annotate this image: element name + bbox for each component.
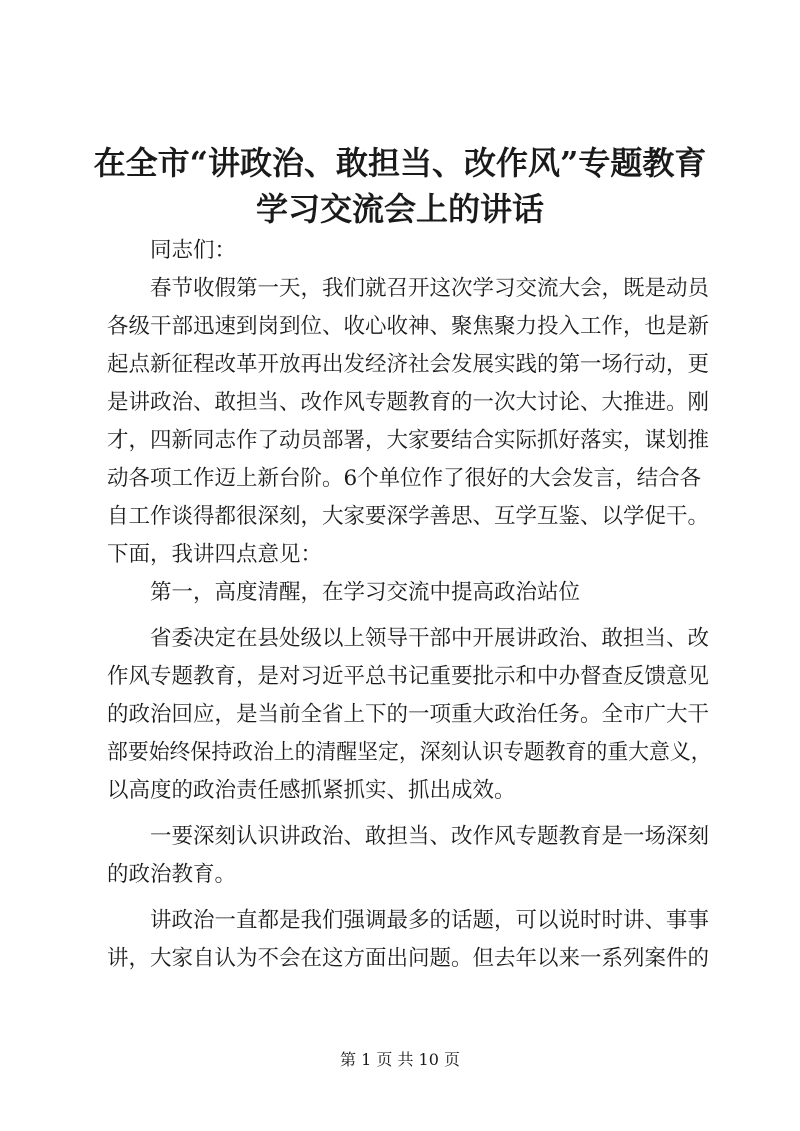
paragraph-line: 省委决定在县处级以上领导干部中开展讲政治、敢担当、改 xyxy=(150,626,710,651)
paragraph-line: 一要深刻认识讲政治、敢担当、改作风专题教育是一场深刻 xyxy=(150,824,710,849)
paragraph-line: 自工作谈得都很深刻，大家要深学善思、互学互鉴、以学促干。 xyxy=(107,504,710,529)
paragraph-line: 讲，大家自认为不会在这方面出问题。但去年以来一系列案件的 xyxy=(107,946,710,971)
paragraph-line: 动各项工作迈上新台阶。6个单位作了很好的大会发言，结合各 xyxy=(107,466,702,491)
paragraph-line: 的政治教育。 xyxy=(107,862,237,887)
document-title-line-1: 在全市“讲政治、敢担当、改作风”专题教育 xyxy=(93,144,707,182)
paragraph-line: 部要始终保持政治上的清醒坚定，深刻认识专题教育的重大意义， xyxy=(107,740,712,765)
paragraph-line: 下面，我讲四点意见： xyxy=(107,542,323,567)
section-heading: 第一，高度清醒，在学习交流中提高政治站位 xyxy=(150,580,581,605)
paragraph-line: 春节收假第一天，我们就召开这次学习交流大会，既是动员 xyxy=(150,276,710,301)
paragraph-line: 以高度的政治责任感抓紧抓实、抓出成效。 xyxy=(107,778,516,803)
paragraph-line: 的政治回应，是当前全省上下的一项重大政治任务。全市广大干 xyxy=(107,702,710,727)
page-number-footer: 第 1 页 共 10 页 xyxy=(340,1050,460,1069)
paragraph-line: 讲政治一直都是我们强调最多的话题，可以说时时讲、事事 xyxy=(150,908,710,933)
paragraph-line: 才，四新同志作了动员部署，大家要结合实际抓好落实，谋划推 xyxy=(107,428,710,453)
document-title-line-2: 学习交流会上的讲话 xyxy=(255,190,544,228)
paragraph-line: 各级干部迅速到岗到位、收心收神、聚焦聚力投入工作，也是新 xyxy=(107,314,710,339)
paragraph-line: 起点新征程改革开放再出发经济社会发展实践的第一场行动，更 xyxy=(107,352,710,377)
salutation: 同志们： xyxy=(150,238,237,263)
paragraph-line: 是讲政治、敢担当、改作风专题教育的一次大讨论、大推进。刚 xyxy=(107,390,710,415)
paragraph-line: 作风专题教育，是对习近平总书记重要批示和中办督查反馈意见 xyxy=(107,664,710,689)
